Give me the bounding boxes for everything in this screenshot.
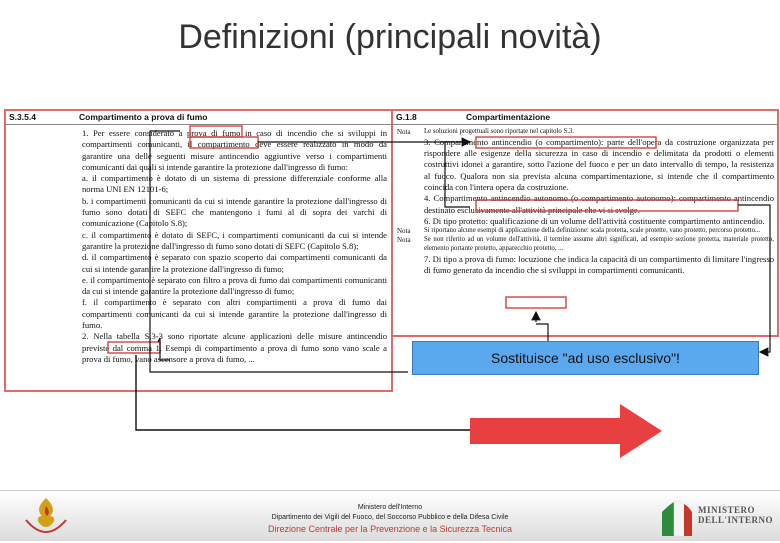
connector-line <box>536 324 548 341</box>
section-heading: Compartimento a prova di fumo <box>79 111 208 122</box>
highlight-box <box>190 137 258 148</box>
italian-flag-icon <box>660 498 696 538</box>
red-arrow-icon <box>470 404 662 458</box>
footer-department: Dipartimento dei Vigili del Fuoco, del Soccorso Pubblico e della Difesa Civile <box>271 514 509 521</box>
callout-text: Sostituisce "ad uso esclusivo"! <box>491 350 680 366</box>
item-6: 6. Di tipo protetto: qualificazione di un volume dell'attività costituente compartimento antincendio. <box>424 215 765 226</box>
paragraph-2: 2. Nella tabella S.3-3 sono riportate alcune applicazioni delle misure antincendio previste dal comma 1. Esempi di compartimento a prova di fumo sono vano scale a prova di fumo, vano ascensore a prova di fumo, ... <box>82 331 387 364</box>
highlight-box <box>476 200 738 211</box>
vigili-del-fuoco-logo-icon <box>18 494 74 538</box>
item-f: f. il compartimento è separato con altri compartimenti a prova di fumo dai compartimenti comunicanti da cui si intende garantire la protezione dall'ingresso di fumo. <box>82 297 387 331</box>
item-7: 7. Di tipo a prova di fumo: locuzione che indica la capacità di un compartimento di limitare l'ingresso di fumo generato da incendio che si sviluppi in compartimenti comunicanti. <box>424 253 774 275</box>
item-a: a. il compartimento è dotato di un sistema di pressione differenziale conforme alla norma UNI EN 12101-6; <box>82 173 387 195</box>
connector-line <box>445 142 470 207</box>
section-heading: Compartimentazione <box>466 111 551 122</box>
paragraph-1: 1. Per essere considerato a prova di fumo in caso di incendio che si sviluppi in compartimenti comunicanti, il compartimento deve essere realizzato in modo da garantire una delle seguenti misure antincendio aggiuntive verso i compartimenti comunicanti dai quali si intende garantire la protezione dall'ingresso di fumo: <box>82 128 387 172</box>
footer-ministry: Ministero dell'Interno <box>357 504 423 511</box>
item-3: 3. Compartimento antincendio (o compartimento): parte dell'opera da costruzione organizzata per rispondere alle esigenze della sicurezza in caso di incendio e delimitata da prodotti o elementi costruttivi idonei a garantire, sotto l'azione del fuoco e per un dato intervallo di tempo, la resistenza al fuoco. Qualora non sia prevista alcuna compartimentazione, si intende che il compartimento coincida con l'intera opera da costruzione. <box>424 136 774 192</box>
footer-direction: Direzione Centrale per la Prevenzione e la Sicurezza Tecnica <box>268 524 512 534</box>
section-code: G.1.8 <box>396 111 417 122</box>
item-c: c. il compartimento è dotato di SEFC, i compartimenti comunicanti da cui si intende garantire la protezione dall'ingresso di fumo sono dotati di SEFC (Capitolo S.8); <box>82 229 387 251</box>
highlight-box <box>190 126 242 137</box>
slide-title: Definizioni (principali novità) <box>178 18 602 56</box>
highlight-box <box>506 297 566 308</box>
highlight-box <box>108 342 160 353</box>
section-code: S.3.5.4 <box>9 111 36 122</box>
note-row: Nota Se non riferito ad un volume dell'attività, il termine assume altri significati, ad esempio sezione protetta, materiale protetto, elemento portante protetto, apparecchio protetto, ... <box>397 235 774 252</box>
item-d: d. il compartimento è separato con spazio scoperto dai compartimenti comunicanti da cui si intende garantire la protezione dall'ingresso di fumo; <box>82 252 387 274</box>
connector-line <box>150 131 408 372</box>
connector-line <box>158 338 170 360</box>
connector-line <box>738 205 770 352</box>
ministero-logo-text: MINISTERO DELL'INTERNO <box>698 505 774 525</box>
item-b: b. i compartimenti comunicanti da cui si intende garantire la protezione dall'ingresso di fumo sono dotati di SEFC che mantengono i fumi al di sopra dei varchi di comunicazione (Capitolo S.8); <box>82 195 387 229</box>
item-e: e. il compartimento è separato con filtro a prova di fumo dai compartimenti comunicanti da cui si intende garantire la protezione dall'ingresso di fumo; <box>82 274 387 297</box>
highlight-box <box>476 137 656 148</box>
connector-line <box>136 355 470 430</box>
note-row: Nota Le soluzioni progettuali sono riportate nel capitolo S.3. <box>397 128 575 136</box>
note-row: Nota Si riportano alcune esempi di applicazione della definizione: scala protetta, scale protette, vano protetto, percorso protetto... <box>397 227 761 236</box>
item-4: 4. Compartimento antincendio autonomo (o compartimento autonomo): compartimento antincendio destinato esclusivamente all'attività principale che vi si svolge. <box>424 193 774 215</box>
